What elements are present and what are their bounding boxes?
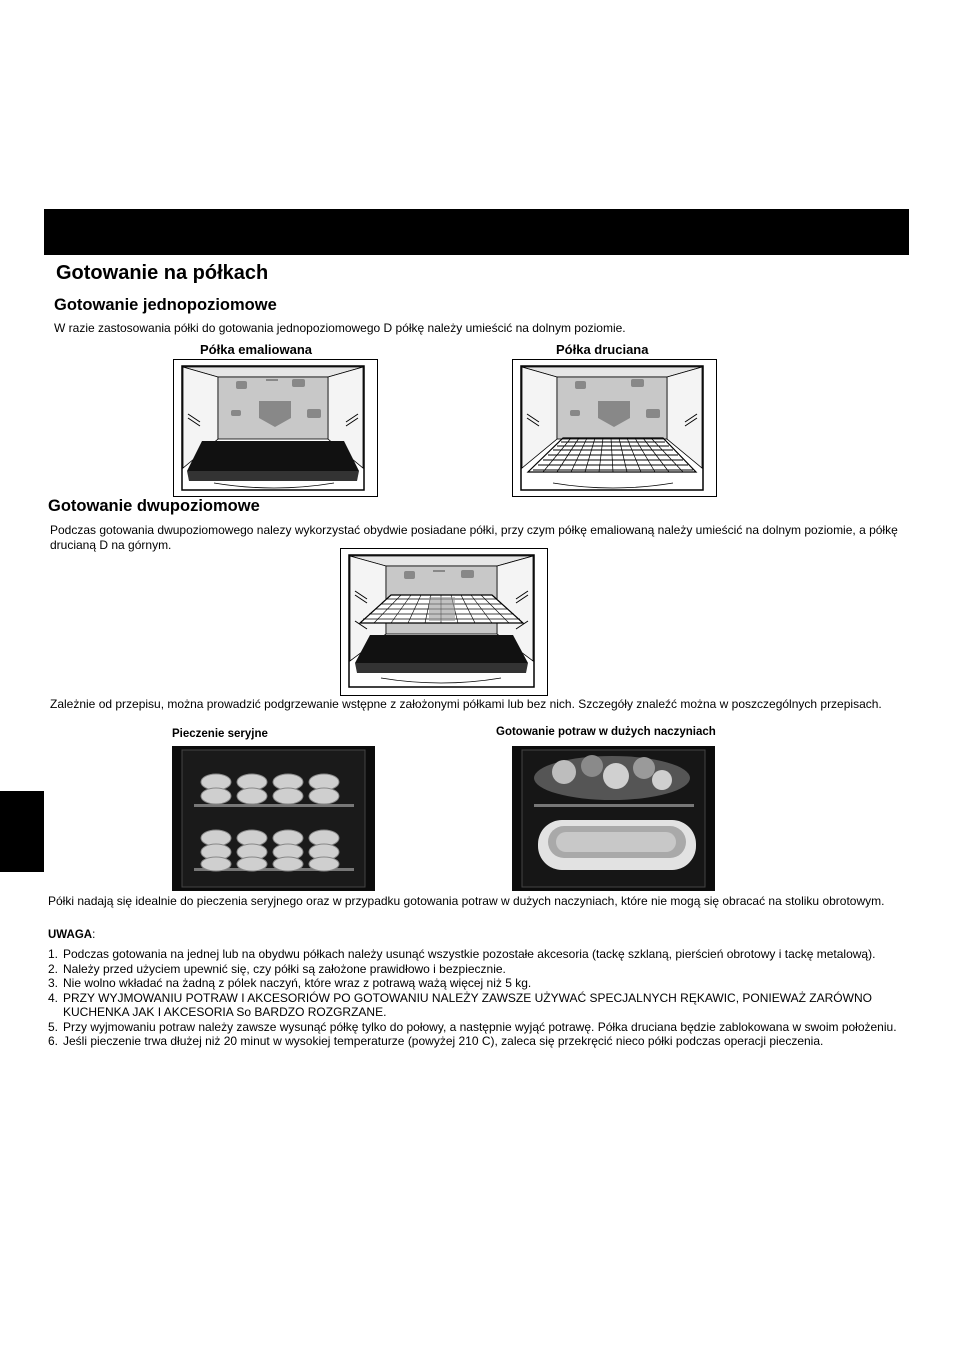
note-item <box>48 962 898 977</box>
notes-list <box>48 947 898 1049</box>
two-level-text: Podczas gotowania dwupoziomowego nalezy wykorzystać obydwie posiadane półki, przy czym półkę emaliowaną należy umieścić na dolnym poziomie, a półkę drucianą D na górnym. <box>50 523 898 552</box>
two-shelves-figure <box>340 548 548 696</box>
two-level-heading: Gotowanie dwupoziomowe <box>48 497 260 515</box>
side-tab-marker <box>0 791 44 872</box>
enamel-shelf-caption: Półka emaliowana <box>200 342 312 357</box>
enamel-shelf-figure <box>173 359 378 497</box>
wire-shelf-caption: Półka druciana <box>556 342 649 357</box>
header-bar <box>44 209 909 255</box>
notes-label-colon: : <box>92 929 96 941</box>
preheat-text: Zależnie od przepisu, można prowadzić podgrzewanie wstępne z założonymi półkami lub bez nich. Szczegóły znaleźć można w poszczególnych przepisach. <box>50 697 882 711</box>
note-number: 6. <box>48 1034 59 1048</box>
usage-text: Półki nadają się idealnie do pieczenia seryjnego oraz w przypadku gotowania potraw w dużych naczyniach, które nie mogą się obracać na stoliku obrotowym. <box>48 894 885 908</box>
large-dishes-photo <box>512 746 715 891</box>
note-text: Podczas gotowania na jednej lub na obydwu półkach należy usunąć wszystkie pozostałe akcesoria (tackę szklaną, pierścień obrotowy i tackę metalową). <box>63 947 876 961</box>
note-text: Nie wolno wkładać na żadną z pólek naczyń, które wraz z potrawą ważą więcej niż 5 kg. <box>63 976 532 990</box>
batch-baking-caption: Pieczenie seryjne <box>172 728 268 740</box>
note-item <box>48 1020 898 1035</box>
large-dishes-caption: Gotowanie potraw w dużych naczyniach <box>496 726 716 738</box>
note-item <box>48 947 898 962</box>
note-number: 3. <box>48 976 59 990</box>
note-text: PRZY WYJMOWANIU POTRAW I AKCESORIÓW PO GOTOWANIU NALEŻY ZAWSZE UŻYWAĆ SPECJALNYCH RĘKAWIC, PONIEWAŻ ZARÓWNO KUCHENKA JAK I AKCESORIA So BARDZO ROZGRZANE. <box>63 990 872 1019</box>
note-text: Przy wyjmowaniu potraw należy zawsze wysunąć półkę tylko do połowy, a następnie wyjąć potrawę. Półka druciana będzie zablokowana w swoim położeniu. <box>63 1019 897 1034</box>
note-number: 5. <box>48 1019 59 1034</box>
batch-baking-photo <box>172 746 375 891</box>
page-title: Gotowanie na półkach <box>56 262 269 284</box>
note-item <box>48 1034 898 1049</box>
single-level-text: W razie zastosowania półki do gotowania jednopoziomowego D półkę należy umieścić na dolnym poziomie. <box>54 321 626 335</box>
note-text: Jeśli pieczenie trwa dłużej niż 20 minut w wysokiej temperaturze (powyżej 210 C), zaleca się przekręcić nieco półki podczas operacji pieczenia. <box>63 1034 824 1048</box>
note-number: 2. <box>48 961 59 976</box>
note-item <box>48 991 898 1020</box>
notes-label: UWAGA <box>48 929 93 941</box>
wire-shelf-figure <box>512 359 717 497</box>
single-level-heading: Gotowanie jednopoziomowe <box>54 296 277 314</box>
note-text: Należy przed użyciem upewnić się, czy półki są założone prawidłowo i bezpiecznie. <box>63 961 506 976</box>
notes-label-line <box>48 928 95 943</box>
note-number: 1. <box>48 947 59 961</box>
note-number: 4. <box>48 990 59 1005</box>
note-item <box>48 976 898 991</box>
